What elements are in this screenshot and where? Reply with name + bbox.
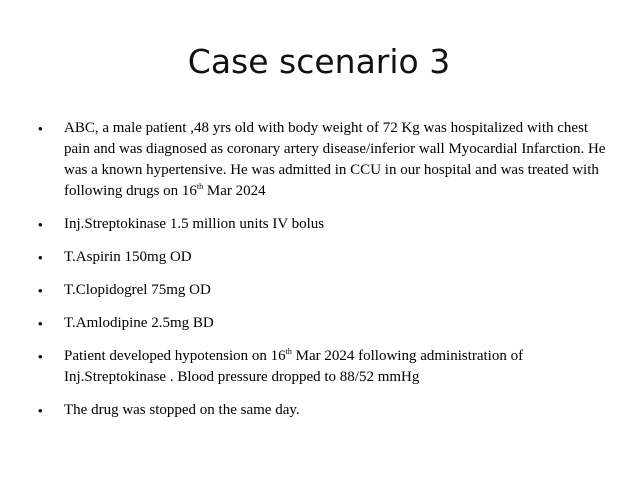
bullet-icon: • xyxy=(38,283,43,298)
bullet-text-end: Mar 2024 xyxy=(203,183,266,199)
bullet-amlodipine xyxy=(34,313,614,334)
bullet-icon: • xyxy=(38,403,43,418)
bullet-text: Patient developed hypotension on 16 xyxy=(64,348,286,364)
bullet-text: ABC, a male patient ,48 yrs old with body weight of 72 Kg was hospitalized with chest pain and was diagnosed as coronary artery disease/inferior wall Myocardial Infarction. He was a known hypertensive. He was admitted in CCU in our hospital and was treated with following drugs on 16 xyxy=(64,120,606,199)
bullet-text: The drug was stopped on the same day. xyxy=(64,402,300,418)
bullet-aspirin xyxy=(34,247,614,268)
bullet-streptokinase xyxy=(34,214,614,235)
bullet-text: T.Amlodipine 2.5mg BD xyxy=(64,315,214,331)
bullet-text: T.Aspirin 150mg OD xyxy=(64,249,192,265)
bullet-icon: • xyxy=(38,250,43,265)
bullet-hypotension xyxy=(34,346,614,388)
bullet-clopidogrel xyxy=(34,280,614,301)
bullet-list xyxy=(34,118,614,433)
bullet-text: T.Clopidogrel 75mg OD xyxy=(64,282,211,298)
bullet-icon: • xyxy=(38,349,43,364)
bullet-icon: • xyxy=(38,121,43,136)
bullet-icon: • xyxy=(38,316,43,331)
bullet-text-end: Mar 2024 following administration of Inj.Streptokinase . Blood pressure dropped to 88/52 mmHg xyxy=(64,348,524,385)
ordinal-suffix: th xyxy=(196,182,204,191)
bullet-icon: • xyxy=(38,217,43,232)
slide-title: Case scenario 3 xyxy=(187,42,451,81)
bullet-drug-stopped xyxy=(34,400,614,421)
ordinal-suffix: th xyxy=(285,347,292,356)
bullet-patient-history xyxy=(34,118,614,202)
bullet-text: Inj.Streptokinase 1.5 million units IV bolus xyxy=(64,216,325,232)
